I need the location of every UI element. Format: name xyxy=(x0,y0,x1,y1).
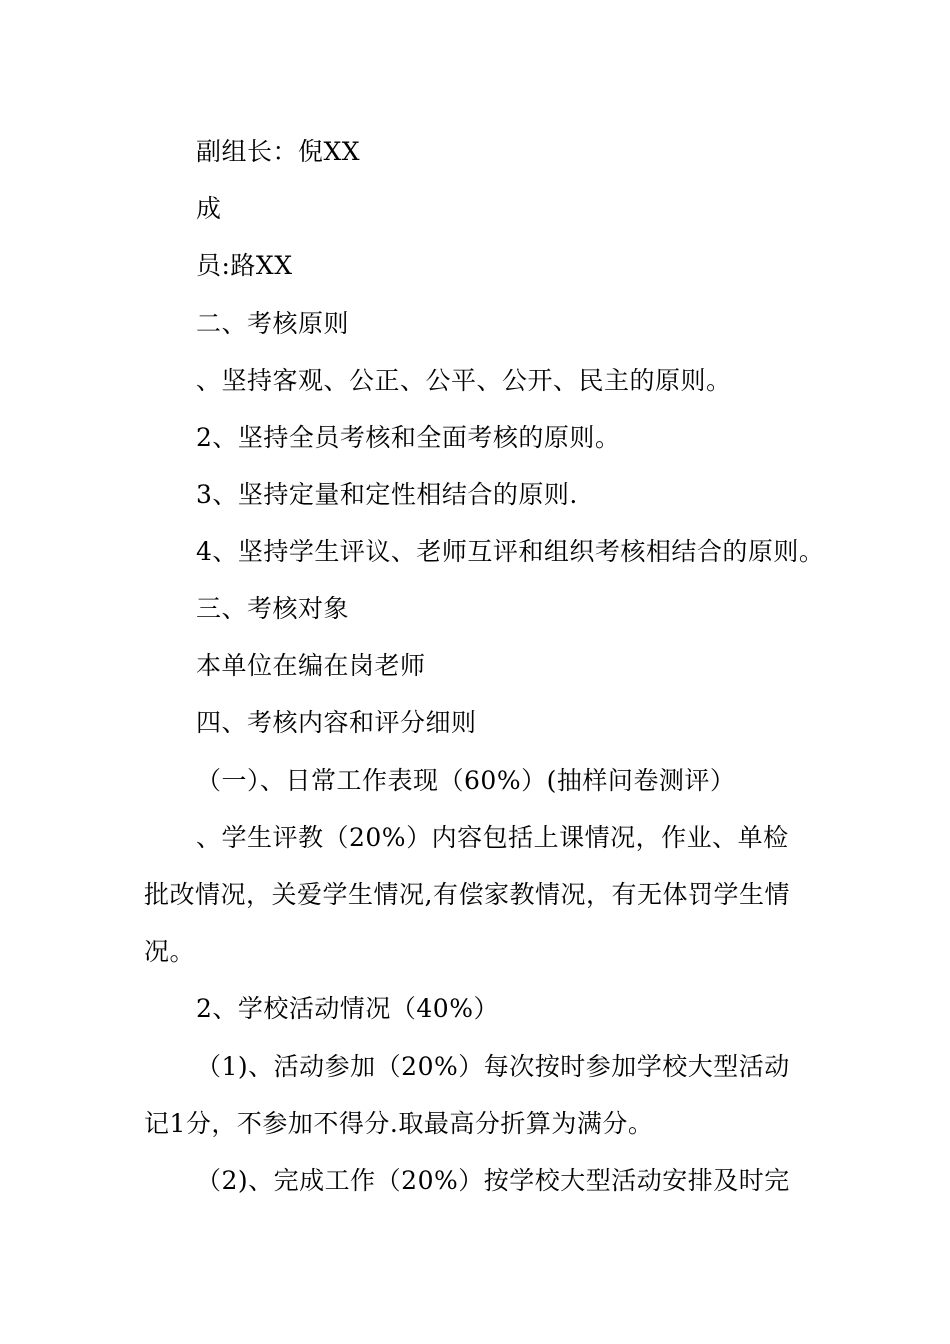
text-line-student-eval-3: 况。 xyxy=(144,937,196,966)
text-line-complete-work: （2)、完成工作（20%）按学校大型活动安排及时完 xyxy=(196,1166,790,1195)
text-line-principle-4: 4、坚持学生评议、老师互评和组织考核相结合的原则。 xyxy=(196,537,825,566)
text-line-participation-1: （1)、活动参加（20%）每次按时参加学校大型活动 xyxy=(196,1052,790,1081)
text-line-student-eval-1: 、学生评教（20%）内容包括上课情况，作业、单检 xyxy=(196,823,789,852)
subsection-heading-daily-work: （一）、日常工作表现（60%）(抽样问卷测评） xyxy=(196,766,736,795)
section-heading-targets: 三、考核对象 xyxy=(196,594,350,623)
section-heading-principles: 二、考核原则 xyxy=(196,309,350,338)
text-line-targets: 本单位在编在岗老师 xyxy=(196,651,426,680)
text-line-member-name: 员:路XX xyxy=(196,251,293,280)
text-line-school-activities: 2、学校活动情况（40%） xyxy=(196,994,499,1023)
text-line-vice-leader: 副组长：倪XX xyxy=(196,137,361,166)
text-line-principle-2: 2、坚持全员考核和全面考核的原则。 xyxy=(196,423,621,452)
text-line-participation-2: 记1分，不参加不得分.取最高分折算为满分。 xyxy=(144,1109,654,1138)
section-heading-content: 四、考核内容和评分细则 xyxy=(196,708,477,737)
text-line-principle-1: 、坚持客观、公正、公平、公开、民主的原则。 xyxy=(196,366,732,395)
text-line-member-label: 成 xyxy=(196,194,222,223)
text-line-principle-3: 3、坚持定量和定性相结合的原则. xyxy=(196,480,578,509)
text-line-student-eval-2: 批改情况，关爱学生情况,有偿家教情况，有无体罚学生情 xyxy=(144,880,790,909)
